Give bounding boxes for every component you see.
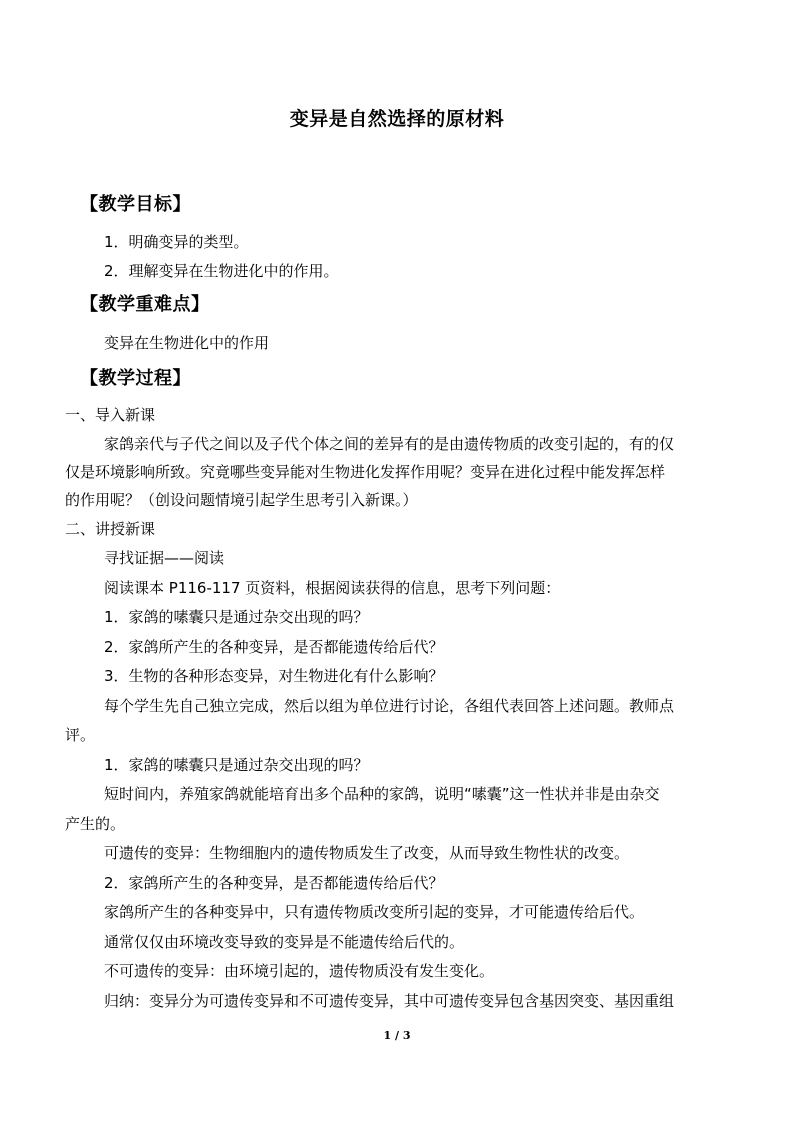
page-number: 1 / 3 — [383, 1029, 411, 1042]
process-line: 阅读课本 P116-117 页资料，根据阅读获得的信息，思考下列问题： — [104, 579, 561, 597]
key-points-text: 变异在生物进化中的作用 — [104, 334, 270, 352]
process-line: 产生的。 — [65, 815, 126, 833]
objective-item-1: 1．明确变异的类型。 — [104, 233, 249, 251]
process-line: 二、讲授新课 — [65, 520, 156, 538]
process-line: 的作用呢？（创设问题情境引起学生思考引入新课。） — [65, 491, 418, 509]
process-line: 不可遗传的变异：由环境引起的，遗传物质没有发生变化。 — [104, 962, 495, 980]
process-line: 家鸽亲代与子代之间以及子代个体之间的差异有的是由遗传物质的改变引起的，有的仅 — [104, 435, 675, 453]
process-line: 仅是环境影响所致。究竟哪些变异能对生物进化发挥作用呢？变异在进化过程中能发挥怎样 — [65, 463, 666, 481]
process-line: 可遗传的变异：生物细胞内的遗传物质发生了改变，从而导致生物性状的改变。 — [104, 844, 630, 862]
process-line: 2．家鸽所产生的各种变异，是否都能遗传给后代？ — [104, 638, 444, 656]
process-line: 归纳：变异分为可遗传变异和不可遗传变异，其中可遗传变异包含基因突变、基因重组 — [104, 992, 675, 1010]
document-title: 变异是自然选择的原材料 — [289, 108, 505, 130]
process-line: 1．家鸽的嗉囊只是通过杂交出现的吗？ — [104, 608, 369, 626]
objective-item-2: 2．理解变异在生物进化中的作用。 — [104, 262, 339, 280]
process-line: 短时间内，养殖家鸽就能培育出多个品种的家鸽，说明“嗉囊”这一性状并非是由杂交 — [104, 785, 660, 803]
process-line: 家鸽所产生的各种变异中，只有遗传物质改变所引起的变异，才可能遗传给后代。 — [104, 903, 645, 921]
process-line: 1．家鸽的嗉囊只是通过杂交出现的吗？ — [104, 756, 369, 774]
process-line: 评。 — [65, 726, 96, 744]
process-line: 每个学生先自己独立完成，然后以组为单位进行讨论，各组代表回答上述问题。教师点 — [104, 697, 675, 715]
process-line: 一、导入新课 — [65, 406, 156, 424]
process-line: 寻找证据——阅读 — [104, 549, 225, 567]
process-line: 3．生物的各种形态变异，对生物进化有什么影响？ — [104, 667, 444, 685]
heading-key-points: 【教学重难点】 — [80, 294, 210, 315]
heading-objectives: 【教学目标】 — [80, 194, 191, 215]
heading-process: 【教学过程】 — [80, 368, 191, 389]
process-line: 通常仅仅由环境改变导致的变异是不能遗传给后代的。 — [104, 933, 465, 951]
process-line: 2．家鸽所产生的各种变异，是否都能遗传给后代？ — [104, 874, 444, 892]
